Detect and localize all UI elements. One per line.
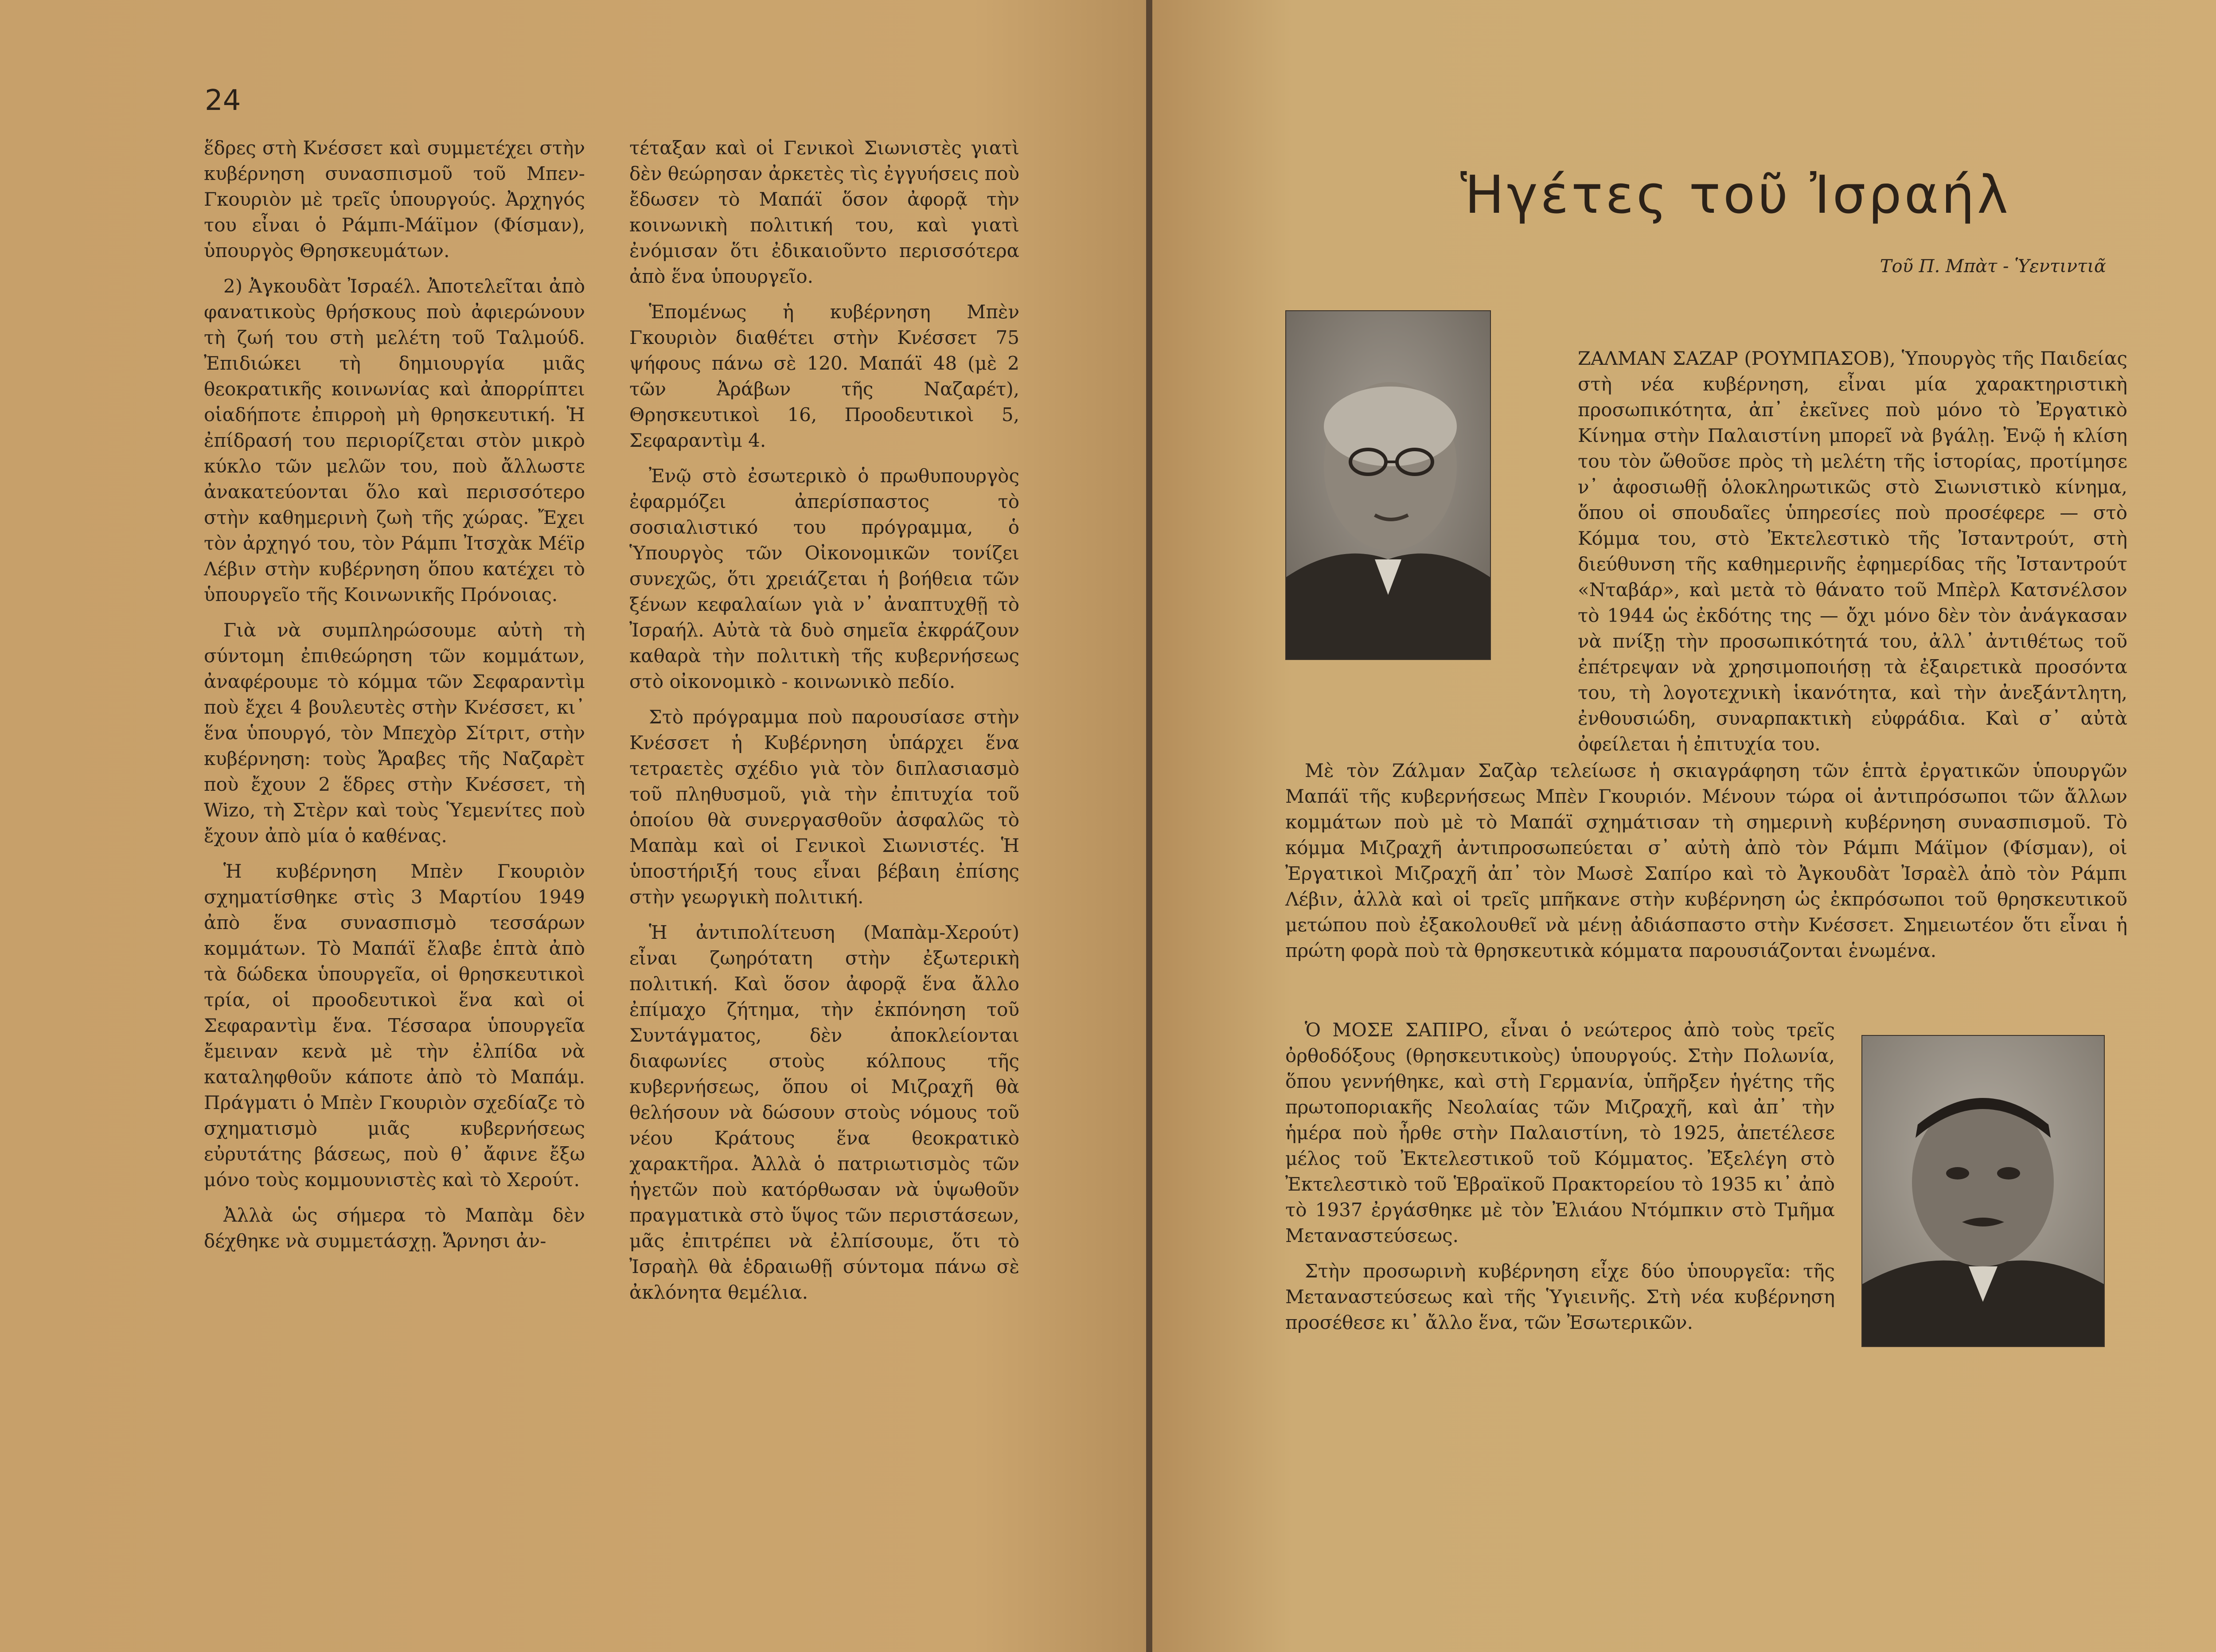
paragraph: Μὲ τὸν Ζάλμαν Σαζὰρ τελείωσε ἡ σκιαγράφηση τῶν ἑπτὰ ἐργατικῶν ὑπουργῶν Μαπάϊ τῆς κυβερνήσεως Μπὲν Γκουριόν. Μένουν τώρα οἱ ἀντιπρόσωποι τῶν ἄλλων κομμάτων ποὺ μὲ τὸ Μαπάϊ σχημάτισαν τὴ σημερινὴ κυβέρνηση συνασπισμοῦ. Τὸ κόμμα Μιζραχῆ ἀντιπροσωπεύεται σ᾽ αὐτὴ ἀπὸ τὸν Ράμπι Μάϊμον (Φίσμαν), οἱ Ἐργατικοὶ Μιζραχῆ ἀπ᾽ τὸν Μωσὲ Σαπίρο καὶ τὸ Ἀγκουδὰτ Ἰσραὲλ ἀπὸ τὸν Ράμπι Λέβιν, ἀλλὰ καὶ οἱ τρεῖς μπῆκανε στὴν κυβέρνηση ὡς ἐκπρόσωποι τοῦ θρησκευτικοῦ μετώπου ποὺ ἐξακολουθεῖ νὰ μένῃ ἀδιάσπαστο στὴν Κνέσσετ. Σημειωτέον ὅτι εἶναι ἡ πρώτη φορὰ ποὺ τὰ θρησκευτικὰ κόμματα παρουσιάζονται ἑνωμένα. [1285, 760, 2127, 961]
paragraph: Ἑπομένως ἡ κυβέρνηση Μπὲν Γκουριὸν διαθέτει στὴν Κνέσσετ 75 ψήφους πάνω σὲ 120. Μαπάϊ 48 (μὲ 2 τῶν Ἀράβων τῆς Ναζαρέτ), Θρησκευτικοὶ 16, Προοδευτικοὶ 5, Σεφαραντὶμ 4. [629, 301, 1019, 451]
left-column-1 [204, 135, 585, 1264]
paragraph: Ἐνῷ στὸ ἐσωτερικὸ ὁ πρωθυπουργὸς ἐφαρμόζει ἀπερίσπαστος τὸ σοσιαλιστικό του πρόγραμμα, ὁ Ὑπουργὸς τῶν Οἰκονομικῶν τονίζει συνεχῶς, ὅτι χρειάζεται ἡ βοήθεια τῶν ξένων κεφαλαίων γιὰ ν᾽ ἀναπτυχθῇ τὸ Ἰσραήλ. Αὐτὰ τὰ δυὸ σημεῖα ἐκφράζουν καθαρὰ τὴν πολιτικὴ τῆς κυβερνήσεως στὸ οἰκονομικὸ - κοινωνικὸ πεδίο. [629, 465, 1019, 692]
article-title: Ἡγέτες τοῦ Ἰσραήλ [1460, 164, 2011, 225]
byline: Τοῦ Π. Μπὰτ - Ὑεντιντιᾶ [1880, 256, 2106, 277]
portrait-sapiro-image [1862, 1036, 2104, 1346]
paragraph: Ἀλλὰ ὡς σήμερα τὸ Μαπὰμ δὲν δέχθηκε νὰ συμμετάσχῃ. Ἄρνησι ἀν- [204, 1204, 585, 1252]
paragraph: ἕδρες στὴ Κνέσσετ καὶ συμμετέχει στὴν κυβέρνηση συνασπισμοῦ τοῦ Μπεν-Γκουριὸν μὲ τρεῖς ὑπουργούς. Ἀρχηγός του εἶναι ὁ Ράμπι-Μάϊμον (Φίσμαν), ὑπουργὸς Θρησκευμάτων. [204, 137, 585, 262]
paragraph: Ὁ ΜΟΣΕ ΣΑΠΙΡΟ, εἶναι ὁ νεώτερος ἀπὸ τοὺς τρεῖς ὀρθοδόξους (θρησκευτικοὺς) ὑπουργούς. Στὴν Πολωνία, ὅπου γεννήθηκε, καὶ στὴ Γερμανία, ὑπῆρξεν ἡγέτης τῆς πρωτοποριακῆς Νεολαίας τῶν Μιζραχῆ, καὶ ἀπ᾽ τὴν ἡμέρα ποὺ ἦρθε στὴν Παλαιστίνη, τὸ 1925, ἀπετέλεσε μέλος τοῦ Ἐκτελεστικοῦ τοῦ Κόμματος. Ἐξελέγη στὸ Ἐκτελεστικὸ τοῦ Ἑβραϊκοῦ Πρακτορείου τὸ 1935 κι᾽ ἀπὸ τὸ 1937 ἐργάσθηκε μὲ τὸν Ἐλιάου Ντόμπκιν στὸ Τμῆμα Μεταναστεύσεως. [1285, 1019, 1835, 1246]
paragraph: Ἡ κυβέρνηση Μπὲν Γκουριὸν σχηματίσθηκε στὶς 3 Μαρτίου 1949 ἀπὸ ἕνα συνασπισμὸ τεσσάρων κομμάτων. Τὸ Μαπάϊ ἔλαβε ἑπτὰ ἀπὸ τὰ δώδεκα ὑπουργεῖα, οἱ θρησκευτικοὶ τρία, οἱ προοδευτικοὶ ἕνα καὶ οἱ Σεφαραντὶμ ἕνα. Τέσσαρα ὑπουργεῖα ἔμειναν κενὰ μὲ τὴν ἐλπίδα νὰ καταληφθοῦν κάποτε ἀπὸ τὸ Μαπάμ. Πράγματι ὁ Μπὲν Γκουριὸν σχεδίαζε τὸ σχηματισμὸ μιᾶς κυβερνήσεως εὐρυτάτης βάσεως, ποὺ θ᾽ ἄφινε ἔξω μόνο τοὺς κομμουνιστὲς καὶ τὸ Χερούτ. [204, 860, 585, 1191]
paragraph: 2) Ἀγκουδὰτ Ἰσραέλ. Ἀποτελεῖται ἀπὸ φανατικοὺς θρήσκους ποὺ ἀφιερώνουν τὴ ζωή του στὴ μελέτη τοῦ Ταλμούδ. Ἐπιδιώκει τὴ δημιουργία μιᾶς θεοκρατικῆς κοινωνίας καὶ ἀπορρίπτει οἱαδήποτε ἐπιρροὴ μὴ θρησκευτική. Ἡ ἐπίδρασή του περιορίζεται στὸν μικρὸ κύκλο τῶν μελῶν του, ποὺ ἄλλωστε ἀνακατεύονται ὅλο καὶ περισσότερο στὴν καθημερινὴ ζωὴ τῆς χώρας. Ἔχει τὸν ἀρχηγό του, τὸν Ράμπι Ἰτσχὰκ Μέϊρ Λέβιν στὴν κυβέρνηση ὅπου κατέχει τὸ ὑπουργεῖο τῆς Κοινωνικῆς Πρόνοιας. [204, 275, 585, 605]
paragraph: τέταξαν καὶ οἱ Γενικοὶ Σιωνιστὲς γιατὶ δὲν θεώρησαν ἀρκετὲς τὶς ἐγγυήσεις ποὺ ἔδωσεν τὸ Μαπάϊ ὅσον ἀφορᾷ τὴν κοινωνικὴ πολιτική του, καὶ γιατὶ ἐνόμισαν ὅτι ἐδικαιοῦντο περισσότερα ἀπὸ ἕνα ὑπουργεῖο. [629, 137, 1019, 287]
paragraph: Γιὰ νὰ συμπληρώσουμε αὐτὴ τὴ σύντομη ἐπιθεώρηση τῶν κομμάτων, ἀναφέρουμε τὸ κόμμα τῶν Σεφαραντὶμ ποὺ ἔχει 4 βουλευτὲς στὴν Κνέσσετ, κι᾽ ἕνα ὑπουργό, τὸν Μπεχὸρ Σίτριτ, στὴν κυβέρνηση: τοὺς Ἄραβες τῆς Ναζαρὲτ ποὺ ἔχουν 2 ἕδρες στὴν Κνέσσετ, τὴ Wizo, τὴ Στὲρν καὶ τοὺς Ὑεμενίτες ποὺ ἔχουν ἀπὸ μία ὁ καθένας. [204, 619, 585, 847]
left-column-2 [629, 135, 1019, 1315]
paragraph: ΖΑΛΜΑΝ ΣΑΖΑΡ (ΡΟΥΜΠΑΣΟΒ), Ὑπουργὸς τῆς Παιδείας στὴ νέα κυβέρνηση, εἶναι μία χαρακτηριστικὴ προσωπικότητα, ἀπ᾽ ἐκεῖνες ποὺ μόνο τὸ Ἐργατικὸ Κίνημα στὴν Παλαιστίνη μπορεῖ νὰ βγάλῃ. Ἐνῷ ἡ κλίση του τὸν ὤθοῦσε πρὸς τὴ μελέτη τῆς ἱστορίας, προτίμησε ν᾽ ἀφοσιωθῇ ὁλοκληρωτικῶς στὸ Σιωνιστικὸ κίνημα, ὅπου οἱ σπουδαῖες ὑπηρεσίες ποὺ προσέφερε — στὸ Κόμμα του, στὸ Ἐκτελεστικὸ τῆς Ἰσταντρούτ, στὴ διεύθυνση τῆς καθημερινῆς ἐφημερίδας τῆς Ἰσταντρούτ «Νταβάρ», καὶ μετὰ τὸ θάνατο τοῦ Μπὲρλ Κατσνέλσον τὸ 1944 ὡς ἐκδότης της — ὄχι μόνο δὲν τὸν ἀνάγκασαν νὰ πνίξῃ τὴν προσωπικότητά του, ἀλλ᾽ ἀντιθέτως τοῦ ἐπέτρεψαν νὰ χρησιμοποιήσῃ τὰ ἐξαιρετικὰ προσόντα του, τὴ λογοτεχνικὴ ἱκανότητα, καὶ τὴν ἀνεξάντλητη, ἐνθουσιώδη, συναρπακτικὴ εὐφράδια. Καὶ σ᾽ αὐτὰ ὀφείλεται ἡ ἐπιτυχία του. [1578, 348, 2127, 755]
right-block-1-bottom [1285, 758, 2127, 973]
paragraph: Στὴν προσωρινὴ κυβέρνηση εἶχε δύο ὑπουργεῖα: τῆς Μεταναστεύσεως καὶ τῆς Ὑγιεινῆς. Στὴ νέα κυβέρνηση προσέθεσε κι᾽ ἄλλο ἕνα, τῶν Ἐσωτερικῶν. [1285, 1260, 1835, 1333]
portrait-photo-sazar [1285, 310, 1491, 660]
right-block-2 [1285, 1017, 1835, 1345]
paragraph: Στὸ πρόγραμμα ποὺ παρουσίασε στὴν Κνέσσετ ἡ Κυβέρνηση ὑπάρχει ἕνα τετραετὲς σχέδιο γιὰ τὸν διπλασιασμὸ τοῦ πληθυσμοῦ, γιὰ τὴν ἐπιτυχία τοῦ ὁποίου θὰ συνεργασθοῦν ἀσφαλῶς τὸ Μαπὰμ καὶ οἱ Γενικοὶ Σιωνιστές. Ἡ ὑποστήριξή τους εἶναι βέβαιη ἐπίσης στὴν γεωργικὴ πολιτική. [629, 706, 1019, 908]
right-block-1-top [1578, 346, 2127, 767]
page-number: 24 [205, 84, 241, 117]
portrait-sazar-image [1286, 311, 1490, 659]
paragraph: Ἡ ἀντιπολίτευση (Μαπὰμ-Χερούτ) εἶναι ζωηρότατη στὴν ἐξωτερικὴ πολιτική. Καὶ ὅσον ἀφορᾷ ἕνα ἄλλο ἐπίμαχο ζήτημα, τὴν ἐκπόνηση τοῦ Συντάγματος, δὲν ἀποκλείονται διαφωνίες στοὺς κόλπους τῆς κυβερνήσεως, ὅπου οἱ Μιζραχῆ θὰ θελήσουν νὰ δώσουν στοὺς νόμους τοῦ νέου Κράτους ἕνα θεοκρατικὸ χαρακτῆρα. Ἀλλὰ ὁ πατριωτισμὸς τῶν ἡγετῶν ποὺ κατόρθωσαν νὰ ὑψωθοῦν πραγματικὰ στὸ ὕψος τῶν περιστάσεων, μᾶς ἐπιτρέπει νὰ ἐλπίσουμε, ὅτι τὸ Ἰσραὴλ θὰ ἑδραιωθῇ σύντομα πάνω σὲ ἀκλόνητα θεμέλια. [629, 922, 1019, 1303]
portrait-photo-sapiro [1861, 1035, 2105, 1347]
book-gutter [1146, 0, 1152, 1652]
